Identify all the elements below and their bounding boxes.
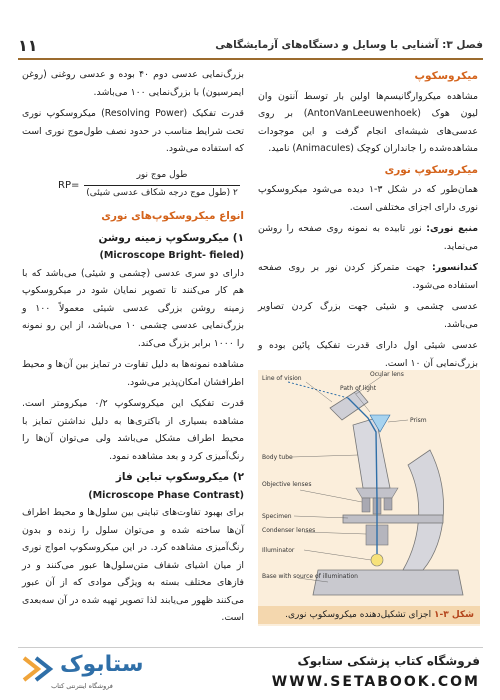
types-heading: انواع میکروسکوپ‌های نوری: [101, 210, 244, 222]
footer-rule: [18, 647, 483, 648]
bright-field-heading: ۱) میکروسکوپ زمینه روشن: [98, 231, 244, 244]
label-prism: Prism: [410, 417, 427, 424]
formula-lhs: RP=: [58, 180, 80, 191]
label-body-tube: Body tube: [262, 454, 293, 461]
figure-caption: [258, 606, 480, 624]
caption-number: شکل ۳-۱: [433, 610, 474, 620]
page-header: [18, 34, 483, 56]
logo-wordmark: ستابوک: [60, 652, 144, 677]
label-condenser-lenses: Condenser lenses: [262, 527, 316, 534]
page-number: ۱۱: [18, 35, 38, 55]
objective-paragraph: عدسی شیئی اول دارای قدرت تفکیک پائین بوده و بزرگ‌نمایی آن ۱۰ است.: [258, 340, 478, 369]
bright-field-latin: (Microscope Bright- fieled): [99, 250, 244, 261]
microscope-illustration: [258, 370, 480, 606]
store-url-link[interactable]: WWW.SETABOOK.COM: [271, 674, 480, 690]
logo-subtitle: فروشگاه اینترنتی کتاب: [51, 682, 113, 690]
formula-numerator: طول موج نور: [136, 170, 188, 180]
phase-contrast-heading: ۲) میکروسکوپ تباین فاز: [115, 471, 244, 483]
light-intro-paragraph: همان‌طور که در شکل ۳-۱ دیده می‌شود میکروسکوپ نوری دارای اجزای مختلفی است.: [258, 184, 478, 213]
label-path-of-light: Path of light: [340, 385, 377, 392]
logo-chevron-icon: [20, 654, 60, 684]
bright-field-paragraph-3: قدرت تفکیک این میکروسکوپ ۰/۲ میکرومتر است. مشاهده بسیاری از باکتری‌ها به دلیل نداشتن تمایز با محیط اطراف مشکل می‌باشد ولی می‌توان آن‌ها را رنگ‌آمیزی کرد و بعد مشاهده نمود.: [22, 398, 244, 462]
phase-contrast-paragraph: برای بهبود تفاوت‌های تباینی بین سلول‌ها و محیط اطراف آن‌ها ساخته شده و می‌توان سلول را زنده و بدون رنگ‌آمیزی مشاهده کرد. در این میکروسکوپ امواج نوری از میان اشیای شفاف متن‌سلول‌ها عبور می‌کنند و در فازهای مختلف بسته به ویژگی موادی که از آن عبور می‌کنند ظهور می‌یابند لذا تصویر تهیه شده در آن سه‌بعدی است.: [22, 507, 244, 623]
microscope-paragraph: مشاهده میکروارگانیسم‌ها اولین بار توسط آنتون وان لیون هوک (AntonVanLeeuwenhoek) بر روی عدسی‌های شیشه‌ای انجام گرفت و این موجودات مشاهده‌شده را جانداران کوچک (Animacules) نامید.: [258, 90, 478, 154]
formula-denominator: ۲ (طول موج درجه شکاف عدسی شیئی): [86, 188, 238, 198]
store-name: فروشگاه کتاب پزشکی ستابوک: [297, 654, 480, 668]
label-objective-lenses: Objective lenses: [262, 481, 312, 488]
light-source-label: منبع نوری:: [426, 223, 479, 234]
setabook-logo: [20, 652, 144, 696]
condenser-paragraph: [258, 259, 478, 294]
left-column-lower: [22, 206, 244, 631]
condenser-label: کندانسور:: [432, 262, 478, 273]
chapter-title: فصل ۳: آشنایی با وسایل و دستگاه‌های آزمایشگاهی: [215, 39, 483, 51]
microscope-heading: میکروسکوپ: [414, 70, 478, 82]
phase-contrast-latin: (Microscope Phase Contrast): [88, 489, 244, 501]
right-column: [258, 66, 478, 376]
bright-field-paragraph-2: مشاهده نمونه‌ها به دلیل تفاوت در تمایز بین آن‌ها و محیط اطرافشان امکان‌پذیر می‌شود.: [22, 359, 244, 388]
intro-paragraph: بزرگ‌نمایی عدسی دوم ۴۰ بوده و عدسی روغنی (روغن ایمرسیون) با بزرگ‌نمایی ۱۰۰ می‌باشد.: [22, 69, 244, 98]
header-rule: [18, 58, 483, 60]
label-specimen: Specimen: [262, 513, 292, 520]
caption-text: اجزای تشکیل‌دهنده میکروسکوپ نوری.: [285, 610, 434, 620]
light-microscope-heading: میکروسکوپ نوری: [384, 163, 478, 176]
resolving-power-formula: [22, 170, 244, 206]
label-line-of-vision: Line of vision: [262, 375, 302, 382]
bright-field-paragraph-1: دارای دو سری عدسی (چشمی و شیئی) می‌باشد که با هم کار می‌کنند تا تصویر نمایان شود در میکروسکوپ زمینه روشن بزرگی عدسی شیئی معمولاً ۱۰۰ و بزرگ‌نمایی عدسی چشمی ۱۰ می‌باشد، از این رو نمونه را ۱۰۰۰ برابر بزرگ می‌کند.: [22, 267, 244, 349]
light-source-paragraph: [258, 220, 478, 255]
label-base: Base with source of illumination: [262, 573, 358, 580]
lenses-paragraph: عدسی چشمی و شیئی جهت بزرگ کردن تصاویر می‌باشد.: [258, 301, 478, 330]
light-source-text: نور تابیده به نمونه روی صفحه را روشن می‌نماید.: [258, 223, 478, 252]
resolving-power-paragraph: قدرت تفکیک (Resolving Power) میکروسکوپ نوری تحت شرایط مناسب در حدود نصف طول‌موج نوری است که استفاده می‌شود.: [22, 108, 244, 154]
label-illuminator: Illuminator: [262, 547, 295, 554]
left-column: [22, 66, 244, 162]
label-ocular-lens: Ocular lens: [370, 371, 404, 378]
condenser-text: جهت متمرکز کردن نور بر روی صفحه استفاده می‌شود.: [258, 262, 478, 291]
microscope-figure: [258, 370, 480, 626]
formula-fraction-bar: [84, 185, 240, 186]
